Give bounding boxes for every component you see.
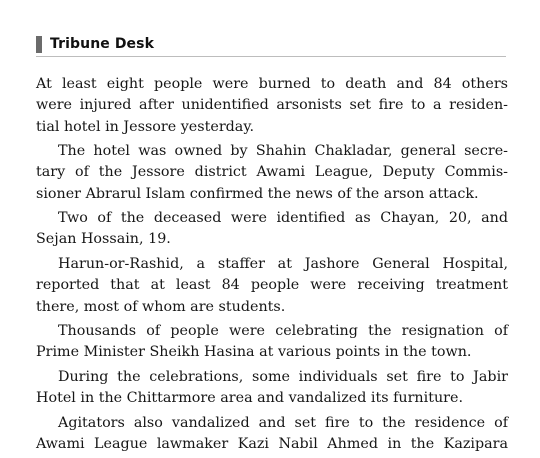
text-line: tial hotel in Jessore yesterday. [36,118,255,135]
text-line: During the celebrations, some individuals set fire to Jabir [58,368,508,385]
text-line: there, most of whom are students. [36,298,286,315]
text-line: Agitators also vandalized and set fire to the residence of [58,414,508,431]
byline-label: Tribune Desk [50,36,154,52]
paragraph-3 [36,208,508,251]
text-line: Hotel in the Chittarmore area and vandalized its furniture. [36,390,463,407]
byline-divider [36,56,506,57]
text-line: Awami League lawmaker Kazi Nabil Ahmed in the Kazipara [36,435,508,452]
paragraph-2 [36,141,508,205]
paragraph-6 [36,367,508,410]
text-line: Harun-or-Rashid, a staffer at Jashore General Hospital, [58,255,508,272]
byline-accent-bar [36,36,42,53]
text-line: were injured after unidentified arsonists set fire to a residen- [36,97,508,114]
paragraph-5 [36,321,508,364]
paragraph-4 [36,254,508,318]
text-line: Two of the deceased were identified as Chayan, 20, and [58,210,508,227]
article-body [36,74,508,458]
text-line: reported that at least 84 people were receiving treatment [36,277,508,294]
text-line: The hotel was owned by Shahin Chakladar, general secre- [58,143,508,160]
text-line: Sejan Hossain, 19. [36,231,171,248]
paragraph-7 [36,413,508,456]
text-line: Thousands of people were celebrating the resignation of [58,323,508,340]
text-line: At least eight people were burned to death and 84 others [36,76,508,92]
text-line: tary of the Jessore district Awami League, Deputy Commis- [36,164,508,181]
byline [36,34,154,54]
text-line: Prime Minister Sheikh Hasina at various points in the town. [36,344,472,361]
paragraph-1 [36,74,508,138]
text-line: sioner Abrarul Islam confirmed the news of the arson attack. [36,185,479,202]
